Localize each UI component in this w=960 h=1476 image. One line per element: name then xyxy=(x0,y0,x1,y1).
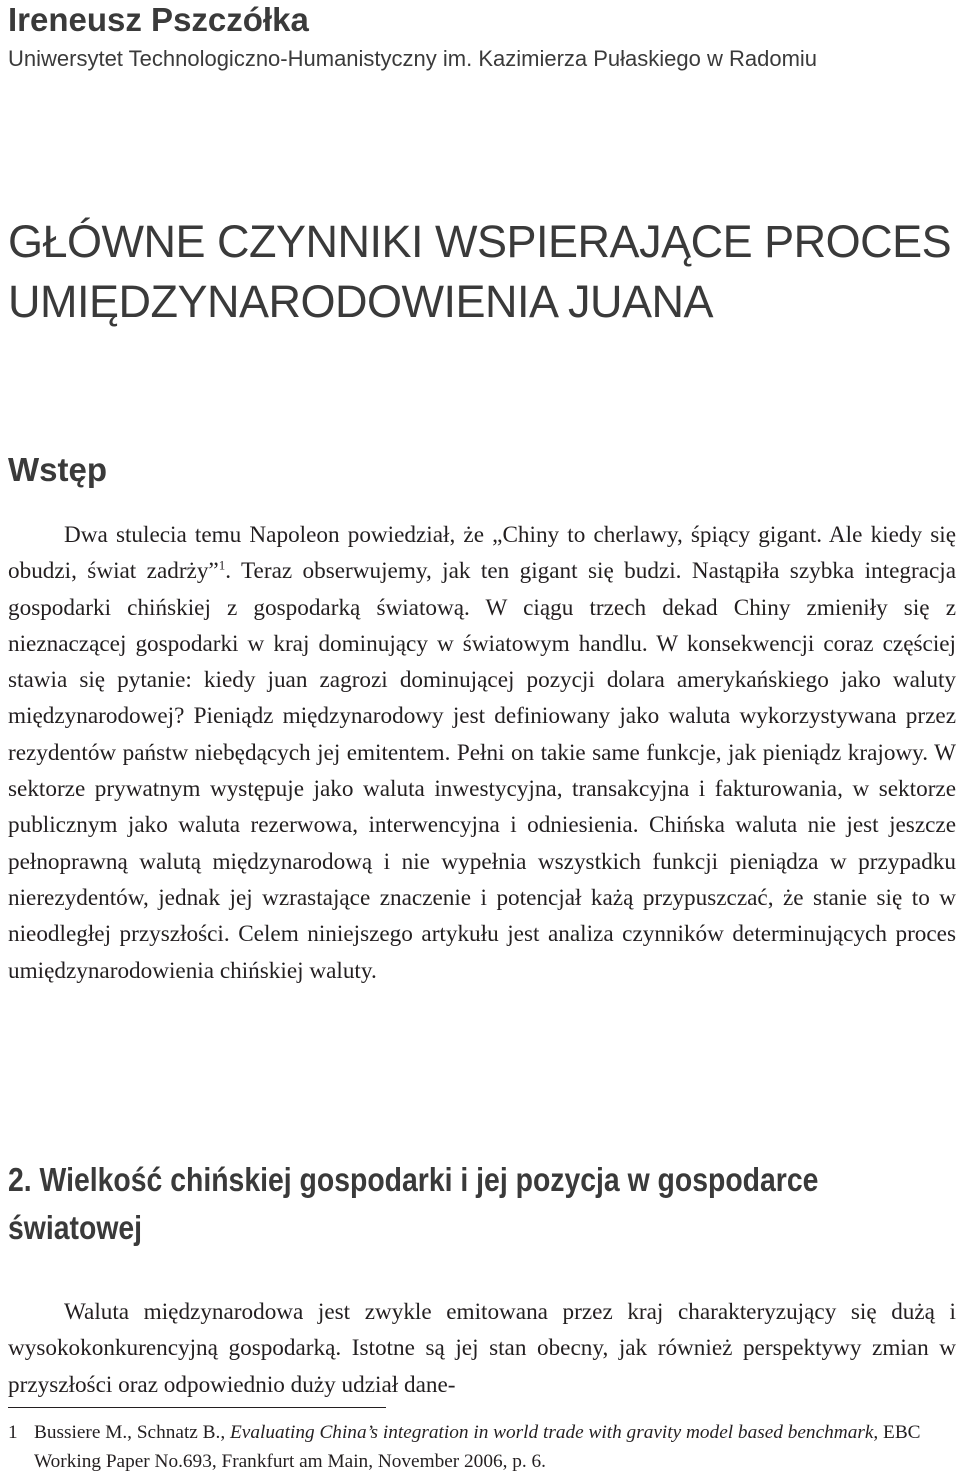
footnote-source: , EBC Working Paper No.693, Frankfurt am Main, November 2006, p. 6. xyxy=(34,1422,921,1472)
footnote-title: Evaluating China’s integration in world trade with gravity model based benchmark xyxy=(230,1422,874,1443)
intro-paragraph xyxy=(8,517,956,989)
article-title xyxy=(8,212,951,332)
author-affiliation: Uniwersytet Technologiczno-Humanistyczny im. Kazimierza Pułaskiego w Radomiu xyxy=(8,46,818,71)
intro-text-part-1: Dwa stulecia temu Napoleon powiedział, że „Chiny to cherlawy, śpiący gigant. Ale kiedy się obudzi, świat zadrży” xyxy=(8,522,956,585)
author-name: Ireneusz Pszczółka xyxy=(8,1,309,38)
intro-text-part-2: . Teraz obserwujemy, jak ten gigant się budzi. Nastąpiła szybka integracja gospodarki chińskiej z gospodarką światową. W ciągu trzech dekad Chiny zmieniły się z nieznaczącej gospodarki w kraj dominujący w światowym handlu. W konsekwencji coraz częściej stawia się pytanie: kiedy juan zagrozi dominującej pozycji dolara amerykańskiego jako waluty międzynarodowej? Pieniądz międzynarodowy jest definiowany jako waluta wykorzystywana przez rezydentów państw niebędących jej emitentem. Pełni on takie same funkcje, jak pieniądz krajowy. W sektorze prywatnym występuje jako waluta inwestycyjna, transakcyjna i fakturowania, w sektorze publicznym jako waluta rezerwowa, interwencyjna i odniesienia. Chińska waluta nie jest jeszcze pełnoprawną walutą międzynarodową i nie wypełnia wszystkich funkcji pieniądza w przypadku nierezydentów, jednak jej wzrastające znaczenie i potencjał każą przypuszczać, że stanie się to w nieodległej przyszłości. Celem niniejszego artykułu jest analiza czynników determinujących proces umiędzynarodowienia chińskiej waluty. xyxy=(8,558,956,984)
footnote-body xyxy=(34,1418,956,1476)
article-title-line-1: GŁÓWNE CZYNNIKI WSPIERAJĄCE PROCES xyxy=(8,216,952,267)
intro-heading: Wstęp xyxy=(8,451,107,488)
footnote-separator xyxy=(8,1407,386,1408)
footnote-number: 1 xyxy=(8,1422,18,1443)
article-title-line-2: UMIĘDZYNARODOWIENIA JUANA xyxy=(8,276,714,327)
footnote-reference: 1 xyxy=(218,557,226,573)
section-heading: 2. Wielkość chińskiej gospodarki i jej pozycja w gospodarce światowej xyxy=(8,1161,819,1246)
footnote xyxy=(8,1418,956,1476)
footnote-separator-text: , xyxy=(220,1422,231,1443)
footnote-authors: Bussiere M., Schnatz B. xyxy=(34,1422,221,1443)
section-paragraph: Waluta międzynarodowa jest zwykle emitowana przez kraj charakteryzujący się dużą i wysokokonkurencyjną gospodarką. Istotne są jej stan obecny, jak również perspektywy zmian w przyszłości oraz odpowiednio duży udział dane- xyxy=(8,1299,956,1398)
